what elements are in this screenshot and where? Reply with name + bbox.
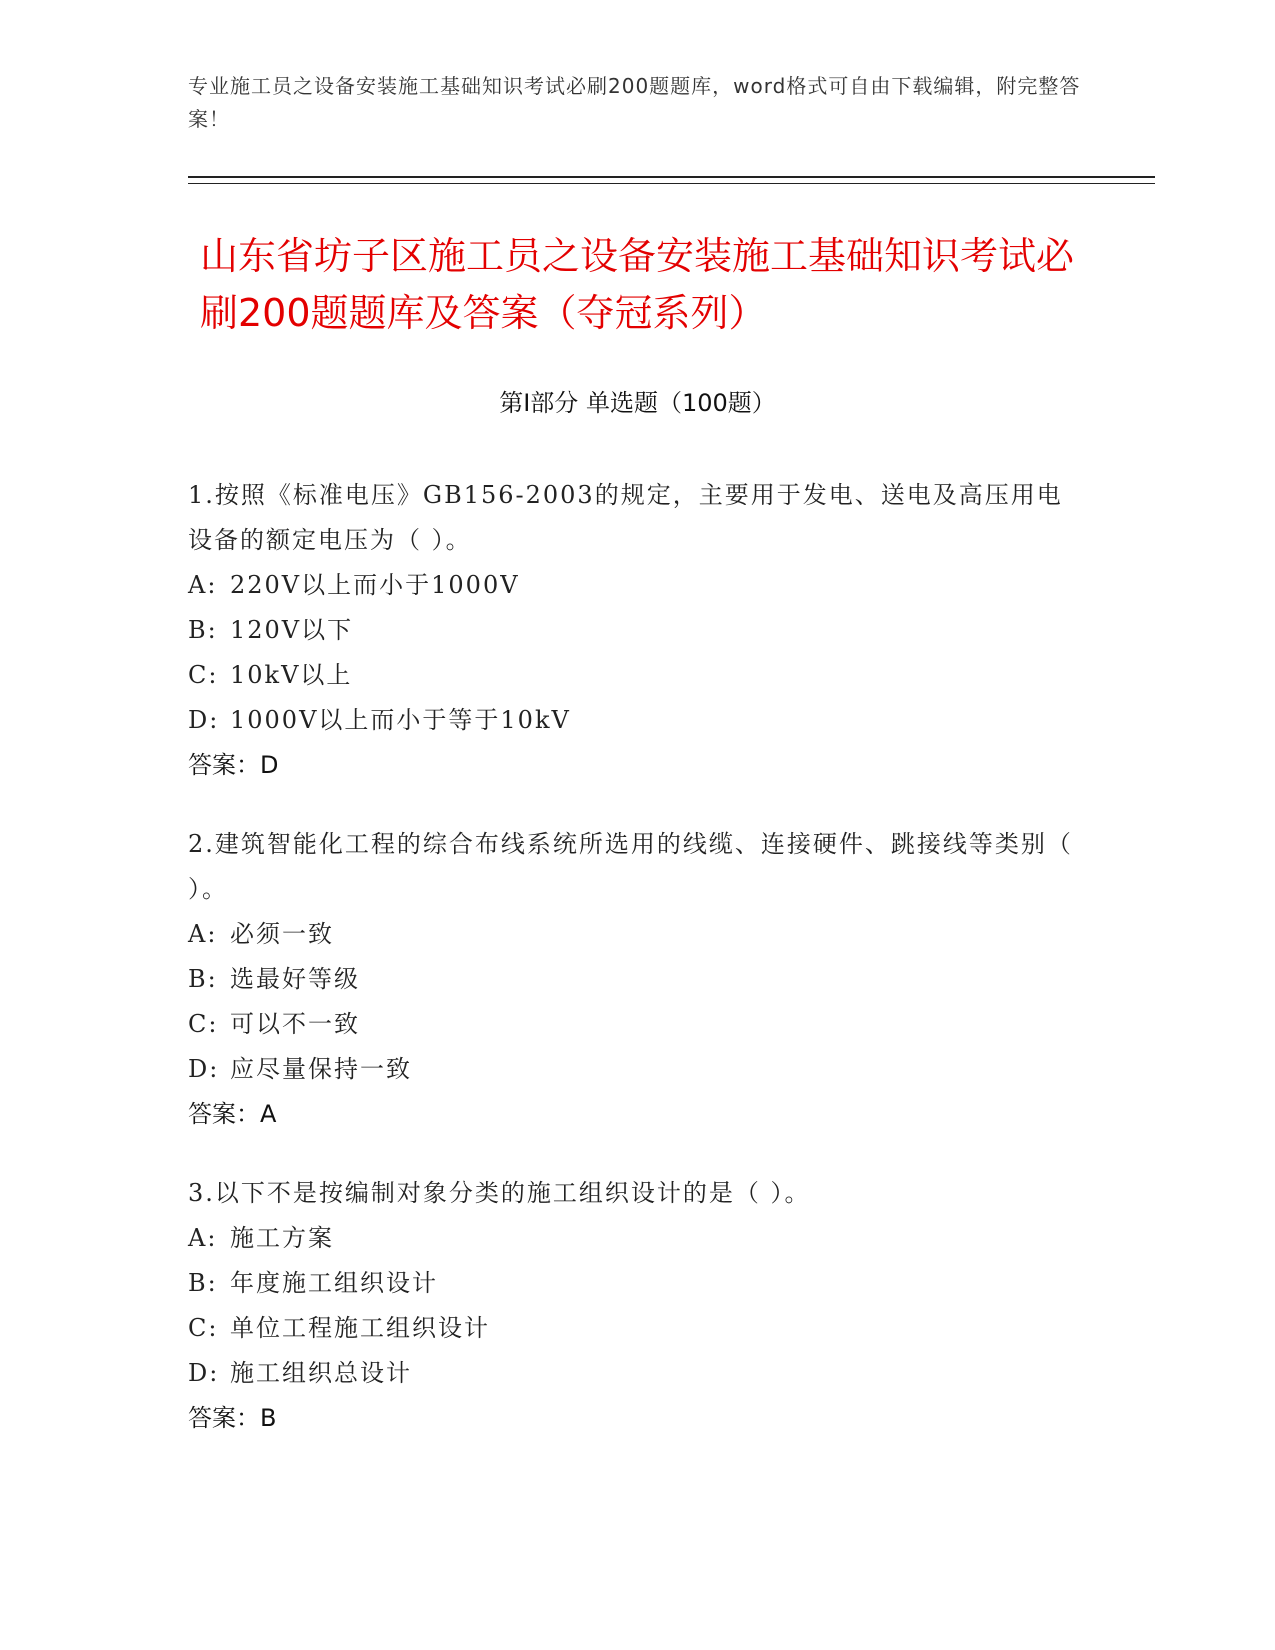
option-text: 1000V以上而小于等于10kV [230,706,571,734]
header-note: 专业施工员之设备安装施工基础知识考试必刷200题题库，word格式可自由下载编辑，附完整答案！ [188,74,1081,131]
question-stem: 3.以下不是按编制对象分类的施工组织设计的是（ ）。 [188,1179,811,1207]
question-stem: 2.建筑智能化工程的综合布线系统所选用的线缆、连接硬件、跳接线等类别（ ）。 [188,830,1073,903]
question-list [188,473,1088,1475]
option-d [188,1351,1088,1396]
option-b [188,957,1088,1002]
option-text: 可以不一致 [230,1010,360,1038]
answer-line: 答案：B [188,1404,277,1432]
option-letter: B: [188,1269,218,1297]
option-c [188,653,1088,698]
option-d [188,698,1088,743]
option-text: 220V以上而小于1000V [230,571,520,599]
option-text: 应尽量保持一致 [230,1055,412,1083]
answer-line: 答案：D [188,751,279,779]
option-letter: A: [188,1224,218,1252]
option-text: 选最好等级 [230,965,360,993]
option-a [188,1216,1088,1261]
option-text: 120V以下 [230,616,354,644]
option-letter: C: [188,1314,219,1342]
option-letter: C: [188,661,219,689]
option-letter: C: [188,1010,219,1038]
option-a [188,563,1088,608]
option-text: 施工方案 [230,1224,334,1252]
option-b [188,608,1088,653]
option-letter: B: [188,965,218,993]
document-title: 山东省坊子区施工员之设备安装施工基础知识考试必刷200题题库及答案（夺冠系列） [200,234,1075,335]
question-stem: 1.按照《标准电压》GB156-2003的规定，主要用于发电、送电及高压用电设备的额定电压为（ ）。 [188,481,1063,554]
option-text: 年度施工组织设计 [230,1269,438,1297]
option-d [188,1047,1088,1092]
question-item [188,822,1088,1137]
header-divider-thin [188,183,1155,184]
option-letter: B: [188,616,218,644]
answer-line: 答案：A [188,1100,277,1128]
option-text: 施工组织总设计 [230,1359,412,1387]
option-c [188,1306,1088,1351]
option-letter: A: [188,920,218,948]
option-letter: D: [188,1359,220,1387]
option-b [188,1261,1088,1306]
option-c [188,1002,1088,1047]
question-item [188,473,1088,788]
question-item [188,1171,1088,1441]
option-text: 必须一致 [230,920,334,948]
option-text: 10kV以上 [230,661,353,689]
option-letter: D: [188,1055,220,1083]
section-heading: 第Ⅰ部分 单选题（100题） [499,389,776,417]
option-text: 单位工程施工组织设计 [230,1314,490,1342]
header-divider-thick [188,176,1155,178]
option-letter: A: [188,571,218,599]
option-a [188,912,1088,957]
option-letter: D: [188,706,220,734]
